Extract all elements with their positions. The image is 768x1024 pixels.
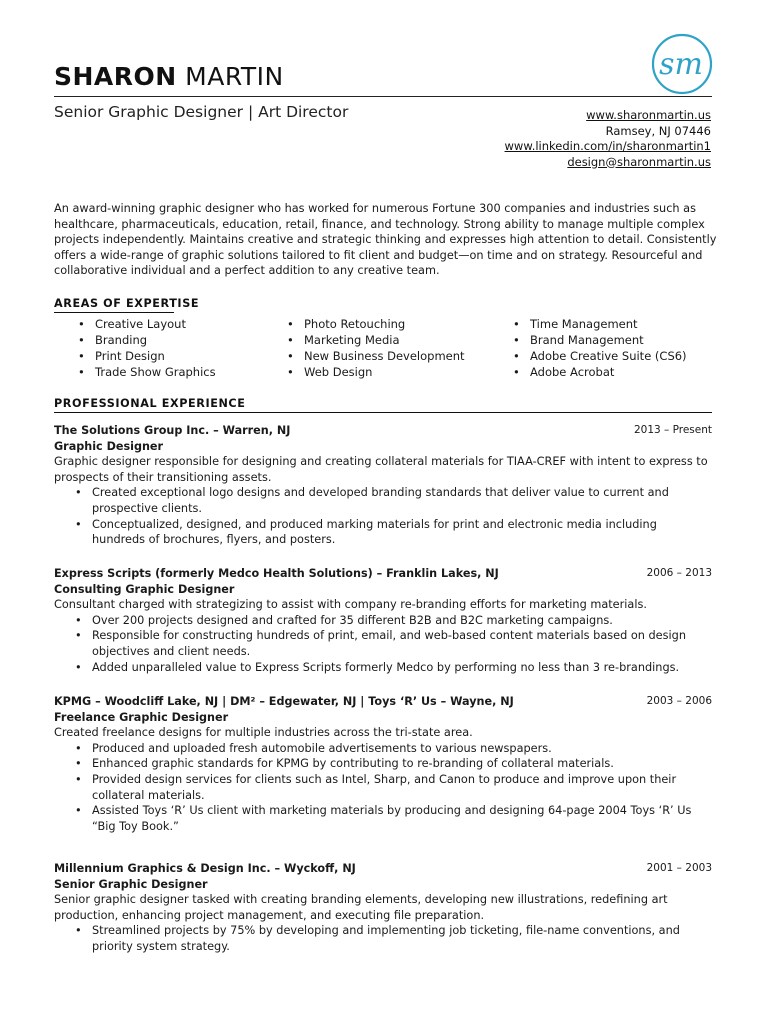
job-bullet: • Streamlined projects by 75% by developing and implementing job ticketing, file-name conventions, and priority system strategy. [75, 923, 712, 954]
job-entry-solutions-group [54, 423, 712, 548]
skill-item: • Print Design [78, 348, 287, 364]
skill-item: • Brand Management [513, 332, 687, 348]
website-link[interactable]: www.sharonmartin.us [586, 108, 711, 122]
job-bullets [75, 741, 712, 835]
last-name: MARTIN [185, 62, 284, 91]
skill-item: • Photo Retouching [287, 316, 513, 332]
first-name: SHARON [54, 62, 177, 91]
skill-item: • Creative Layout [78, 316, 287, 332]
job-years: 2003 – 2006 [646, 695, 712, 707]
skill-item: • Branding [78, 332, 287, 348]
job-description: Senior graphic designer tasked with creating branding elements, developing new illustrations, redefining art production, enhancing project management, and executing file preparation. [54, 893, 668, 922]
job-bullet: • Conceptualized, designed, and produced marking materials for print and electronic media including hundreds of brochures, flyers, and posters. [75, 517, 712, 548]
job-company: Express Scripts (formerly Medco Health Solutions) – Franklin Lakes, NJ [54, 567, 499, 580]
job-bullet: • Provided design services for clients such as Intel, Sharp, and Canon to produce and improve upon their collateral materials. [75, 772, 712, 803]
job-bullet: • Produced and uploaded fresh automobile advertisements to various newspapers. [75, 741, 712, 757]
job-bullet: • Enhanced graphic standards for KPMG by contributing to re-branding of collateral materials. [75, 756, 712, 772]
expertise-underline [54, 312, 174, 313]
location-text: Ramsey, NJ 07446 [605, 123, 711, 138]
expertise-heading-text: AREAS OF EXPERTISE [54, 297, 200, 310]
skill-item: • Adobe Acrobat [513, 364, 687, 380]
job-bullet: • Created exceptional logo designs and developed branding standards that deliver value to current and prospective clients. [75, 485, 712, 516]
expertise-list [78, 316, 718, 380]
expertise-column-3 [513, 316, 687, 380]
expertise-column-1 [78, 316, 287, 380]
job-title: Freelance Graphic Designer [54, 710, 229, 724]
job-description: Created freelance designs for multiple industries across the tri-state area. [54, 726, 473, 740]
job-title-subtitle: Senior Graphic Designer | Art Director [54, 103, 349, 121]
job-bullet: • Over 200 projects designed and crafted for 35 different B2B and B2C marketing campaigns. [75, 613, 712, 629]
job-years: 2013 – Present [633, 424, 712, 436]
logo-text: sm [659, 47, 703, 82]
skill-item: • Web Design [287, 364, 513, 380]
job-company: KPMG – Woodcliff Lake, NJ | DM² – Edgewater, NJ | Toys ‘R’ Us – Wayne, NJ [54, 695, 514, 708]
job-years: 2006 – 2013 [646, 567, 712, 579]
summary-paragraph: An award-winning graphic designer who has worked for numerous Fortune 300 companies and industries such as healthcare, pharmaceuticals, education, retail, finance, and technology. Strong ability to manage multiple complex projects independently. Maintains creative and strategic thinking and expresses high attention to detail. Consistently offers a wide-range of graphic solutions tailored to fit client and budget—on time and on strategy. Resourceful and collaborative individual and a perfect addition to any creative team. [54, 202, 717, 278]
header-divider [54, 96, 712, 97]
job-header [54, 694, 712, 710]
skill-item: • Trade Show Graphics [78, 364, 287, 380]
job-header [54, 423, 712, 439]
job-title: Consulting Graphic Designer [54, 582, 235, 596]
job-entry-freelance [54, 694, 712, 834]
contact-block [505, 108, 711, 170]
job-description: Consultant charged with strategizing to assist with company re-branding efforts for marketing materials. [54, 598, 647, 612]
linkedin-link[interactable]: www.linkedin.com/in/sharonmartin1 [504, 139, 711, 153]
expertise-heading [54, 297, 199, 310]
job-entry-express-scripts [54, 566, 712, 675]
job-header [54, 566, 712, 582]
job-bullet: • Added unparalleled value to Express Scripts formerly Medco by performing no less than 3 re-brandings. [75, 660, 712, 676]
experience-heading [54, 397, 245, 410]
job-bullets [75, 923, 712, 954]
job-years: 2001 – 2003 [646, 862, 712, 874]
skill-item: • Adobe Creative Suite (CS6) [513, 348, 687, 364]
job-company: The Solutions Group Inc. – Warren, NJ [54, 424, 291, 437]
job-title: Graphic Designer [54, 439, 164, 453]
job-description: Graphic designer responsible for designing and creating collateral materials for TIAA-CREF with intent to express to prospects of their transitioning assets. [54, 455, 708, 484]
job-bullet: • Assisted Toys ‘R’ Us client with marketing materials by producing and designing 64-page 2004 Toys ‘R’ Us “Big Toy Book.” [75, 803, 712, 834]
skill-item: • Marketing Media [287, 332, 513, 348]
sm-logo-icon [650, 32, 714, 96]
job-company: Millennium Graphics & Design Inc. – Wyckoff, NJ [54, 862, 356, 875]
expertise-column-2 [287, 316, 513, 380]
skill-item: • New Business Development [287, 348, 513, 364]
experience-underline [54, 412, 712, 413]
job-entry-millennium [54, 861, 712, 955]
resume-name [54, 62, 284, 91]
job-header [54, 861, 712, 877]
skill-item: • Time Management [513, 316, 687, 332]
job-bullet: • Responsible for constructing hundreds of print, email, and web-based content materials based on design objectives and client needs. [75, 628, 712, 659]
job-bullets [75, 485, 712, 547]
job-bullets [75, 613, 712, 675]
experience-heading-text: PROFESSIONAL EXPERIENCE [54, 397, 246, 410]
email-link[interactable]: design@sharonmartin.us [567, 154, 711, 169]
job-title: Senior Graphic Designer [54, 877, 208, 891]
